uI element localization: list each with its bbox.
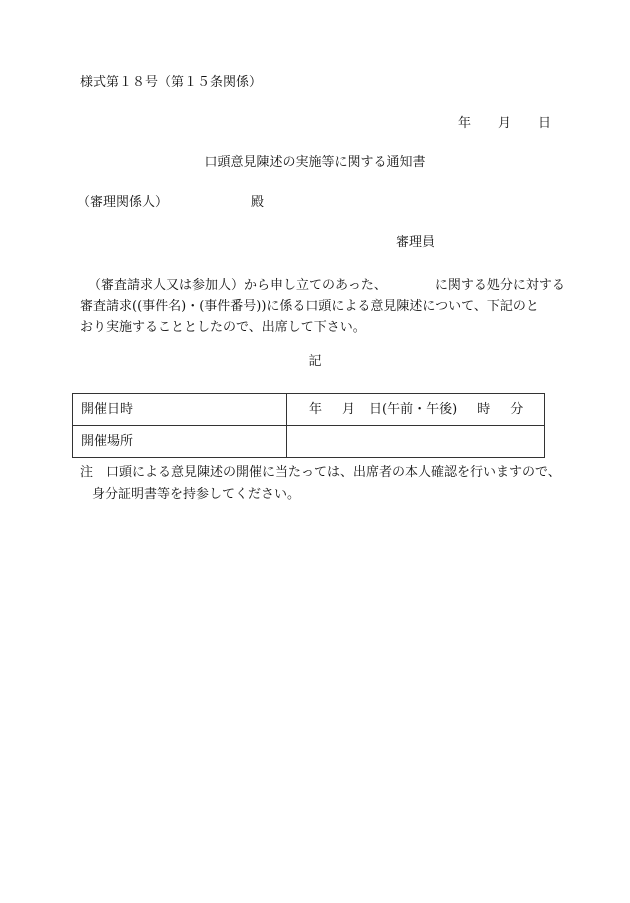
date-day-label: 日	[537, 116, 551, 131]
body-line-1	[80, 275, 565, 296]
addressee-name: （審理関係人）	[77, 195, 169, 210]
body-line-1-a: （審査請求人又は参加人）から申し立てのあった、	[88, 278, 387, 293]
datetime-year: 年	[309, 402, 323, 417]
note-line-2: 身分証明書等を持参してください。	[92, 487, 301, 502]
body-line-3: おり実施することとしたので、出席して下さい。	[80, 320, 366, 335]
details-table	[72, 393, 545, 458]
venue-label: 開催場所	[73, 426, 287, 458]
datetime-label: 開催日時	[73, 394, 287, 426]
datetime-month: 月	[342, 402, 356, 417]
note	[80, 462, 560, 506]
date-year-label: 年	[458, 116, 472, 131]
sender: 審理員	[396, 235, 436, 250]
document-title: 口頭意見陳述の実施等に関する通知書	[204, 155, 426, 170]
addressee	[77, 195, 265, 210]
table-row	[73, 426, 545, 458]
datetime-day: 日(午前・午後)	[369, 402, 458, 417]
body-line-1-b: に関する処分に対する	[434, 278, 565, 293]
table-row	[73, 394, 545, 426]
datetime-minute: 分	[510, 402, 524, 417]
issue-date	[458, 117, 551, 130]
body-paragraph	[80, 275, 565, 338]
body-line-2: 審査請求((事件名)・(事件番号))に係る口頭による意見陳述について、下記のと	[80, 299, 539, 314]
addressee-suffix: 殿	[251, 195, 265, 210]
venue-value	[287, 426, 545, 458]
date-month-label: 月	[497, 116, 511, 131]
datetime-value	[287, 394, 545, 426]
datetime-hour: 時	[477, 402, 491, 417]
ki-heading: 記	[308, 354, 322, 369]
note-line-1: 注 口頭による意見陳述の開催に当たっては、出席者の本人確認を行いますので、	[80, 465, 561, 480]
form-number: 様式第１８号（第１５条関係）	[80, 75, 263, 90]
